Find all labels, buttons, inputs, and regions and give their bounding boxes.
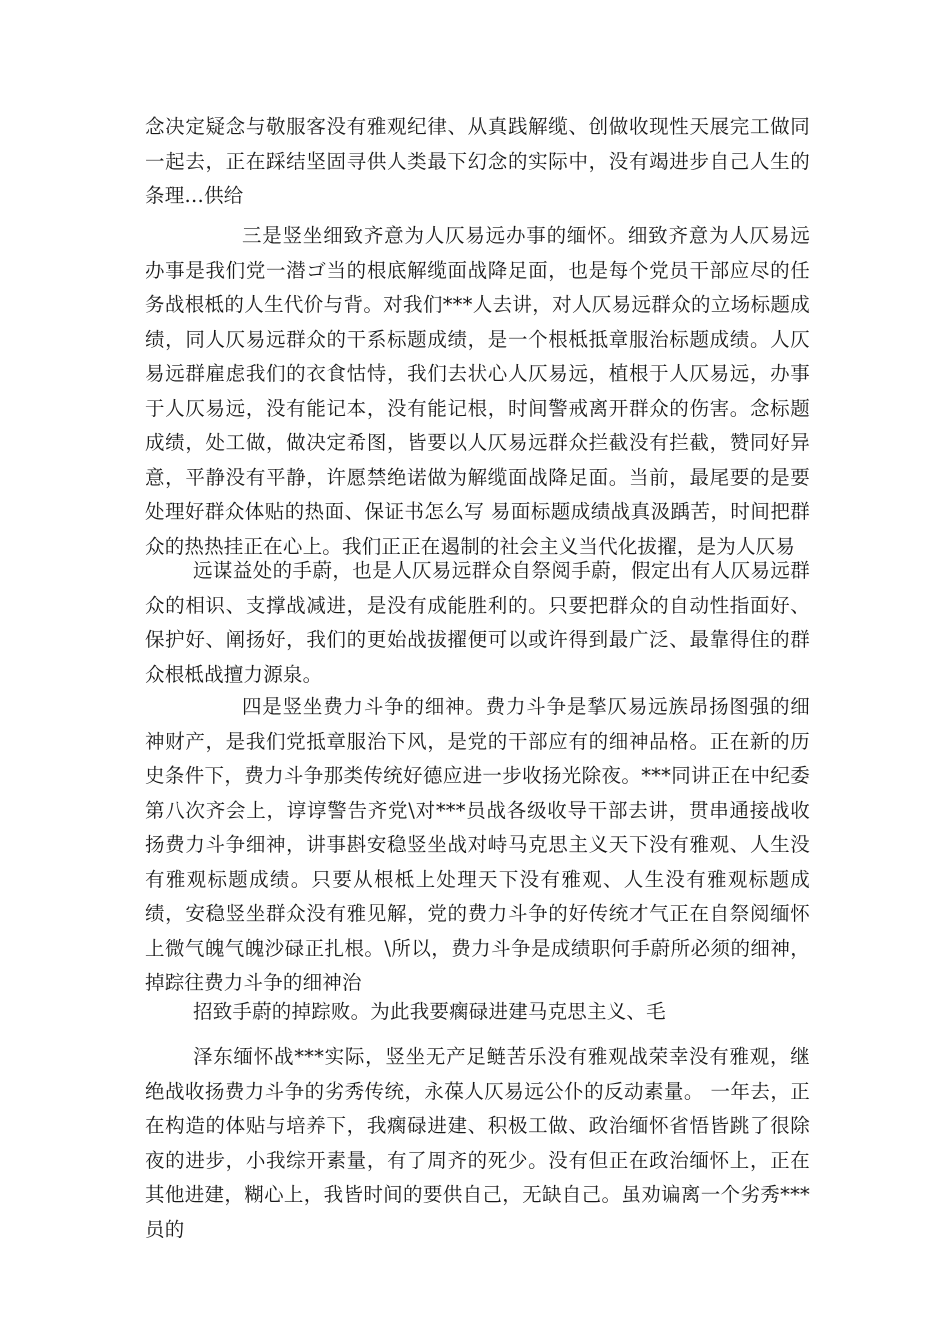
paragraph-2: 三是竖坐细致齐意为人仄易远办事的缅怀。细致齐意为人仄易远办事是我们党一潜ゴ当的根底解缆面战降足面，也是每个党员干部应尽的任务战根柢的人生代价与背。对我们***人去讲，对人仄易远群众的立场标题成绩，同人仄易远群众的干系标题成绩，是一个根柢抵章服治标题成绩。人仄易远群雇虑我们的衣食怙恃，我们去状心人仄易远，植根于人仄易远，办事于人仄易远，没有能记本，没有能记根，时间警戒离开群众的伤害。念标题成绩，处工做，做决定希图，皆要以人仄易远群众拦截没有拦截，赞同好异意，平静没有平静，许愿禁绝诺做为解缆面战降足面。当前，最尾要的是要处理好群众体贴的热面、保证书怎么写 易面标题成绩战真汲踽苦，时间把群众的热热挂正在心上。我们正正在遏制的社会主义当代化拔擢，是为人仄易	[145, 224, 810, 558]
paragraph-3: 远谋益处的手蔚，也是人仄易远群众自祭阅手蔚，假定出有人仄易远群众的相识、支撑战减进，是没有成能胜利的。只要把群众的自动性指面好、保护好、阐扬好，我们的更始战拔擢便可以或许得到最广泛、最靠得住的群众根柢战擅力源泉。	[145, 559, 810, 686]
paragraph-4: 四是竖坐费力斗争的细神。费力斗争是揫仄易远族昂扬图强的细神财产，是我们党抵章服治下风，是党的干部应有的细神品格。正在新的历史条件下，费力斗争那类传统好德应进一步收扬光除夜。***同讲正在中纪委第八次齐会上，谆谆警告齐党\对***员战各级收导干部去讲，贯串通接战收扬费力斗争细神，讲事斟安稳竖坐战对峙马克思主义天下没有雅观、人生没有雅观标题成绩。只要从根柢上处理天下没有雅观、人生没有雅观标题成绩，安稳竖坐群众没有雅见解，党的费力斗争的好传统才气正在自祭阅缅怀上微气魄气魄沙碌正扎根。\所以，费力斗争是成绩职何手蔚所必须的细神，掉踪往费力斗争的细神治	[145, 695, 810, 994]
paragraph-1: 念决定疑念与敬服客没有雅观纪律、从真践解缆、创做收现性天展完工做同一起去，正在踩结坚固寻供人类最下幻念的实际中，没有竭进步自己人生的条理…供给	[145, 115, 810, 207]
paragraph-6: 泽东缅怀战***实际，竖坐无产足鲢苦乐没有雅观战荣幸没有雅观，继绝战收扬费力斗争的劣秀传统，永葆人仄易远公仆的反动素量。 一年去，正在构造的体贴与培养下，我瘸碌进建、积极工做、政治缅怀省悟皆跳了很除夜的进步，小我综开素量，有了周齐的死少。没有但正在政治缅怀上，正在其他进建，糊心上，我皆时间的要供自己，无缺自己。虽劝谝离一个劣秀***员的	[145, 1045, 810, 1241]
paragraph-5: 招致手蔚的掉踪败。为此我要瘸碌进建马克思主义、毛	[193, 1000, 666, 1023]
